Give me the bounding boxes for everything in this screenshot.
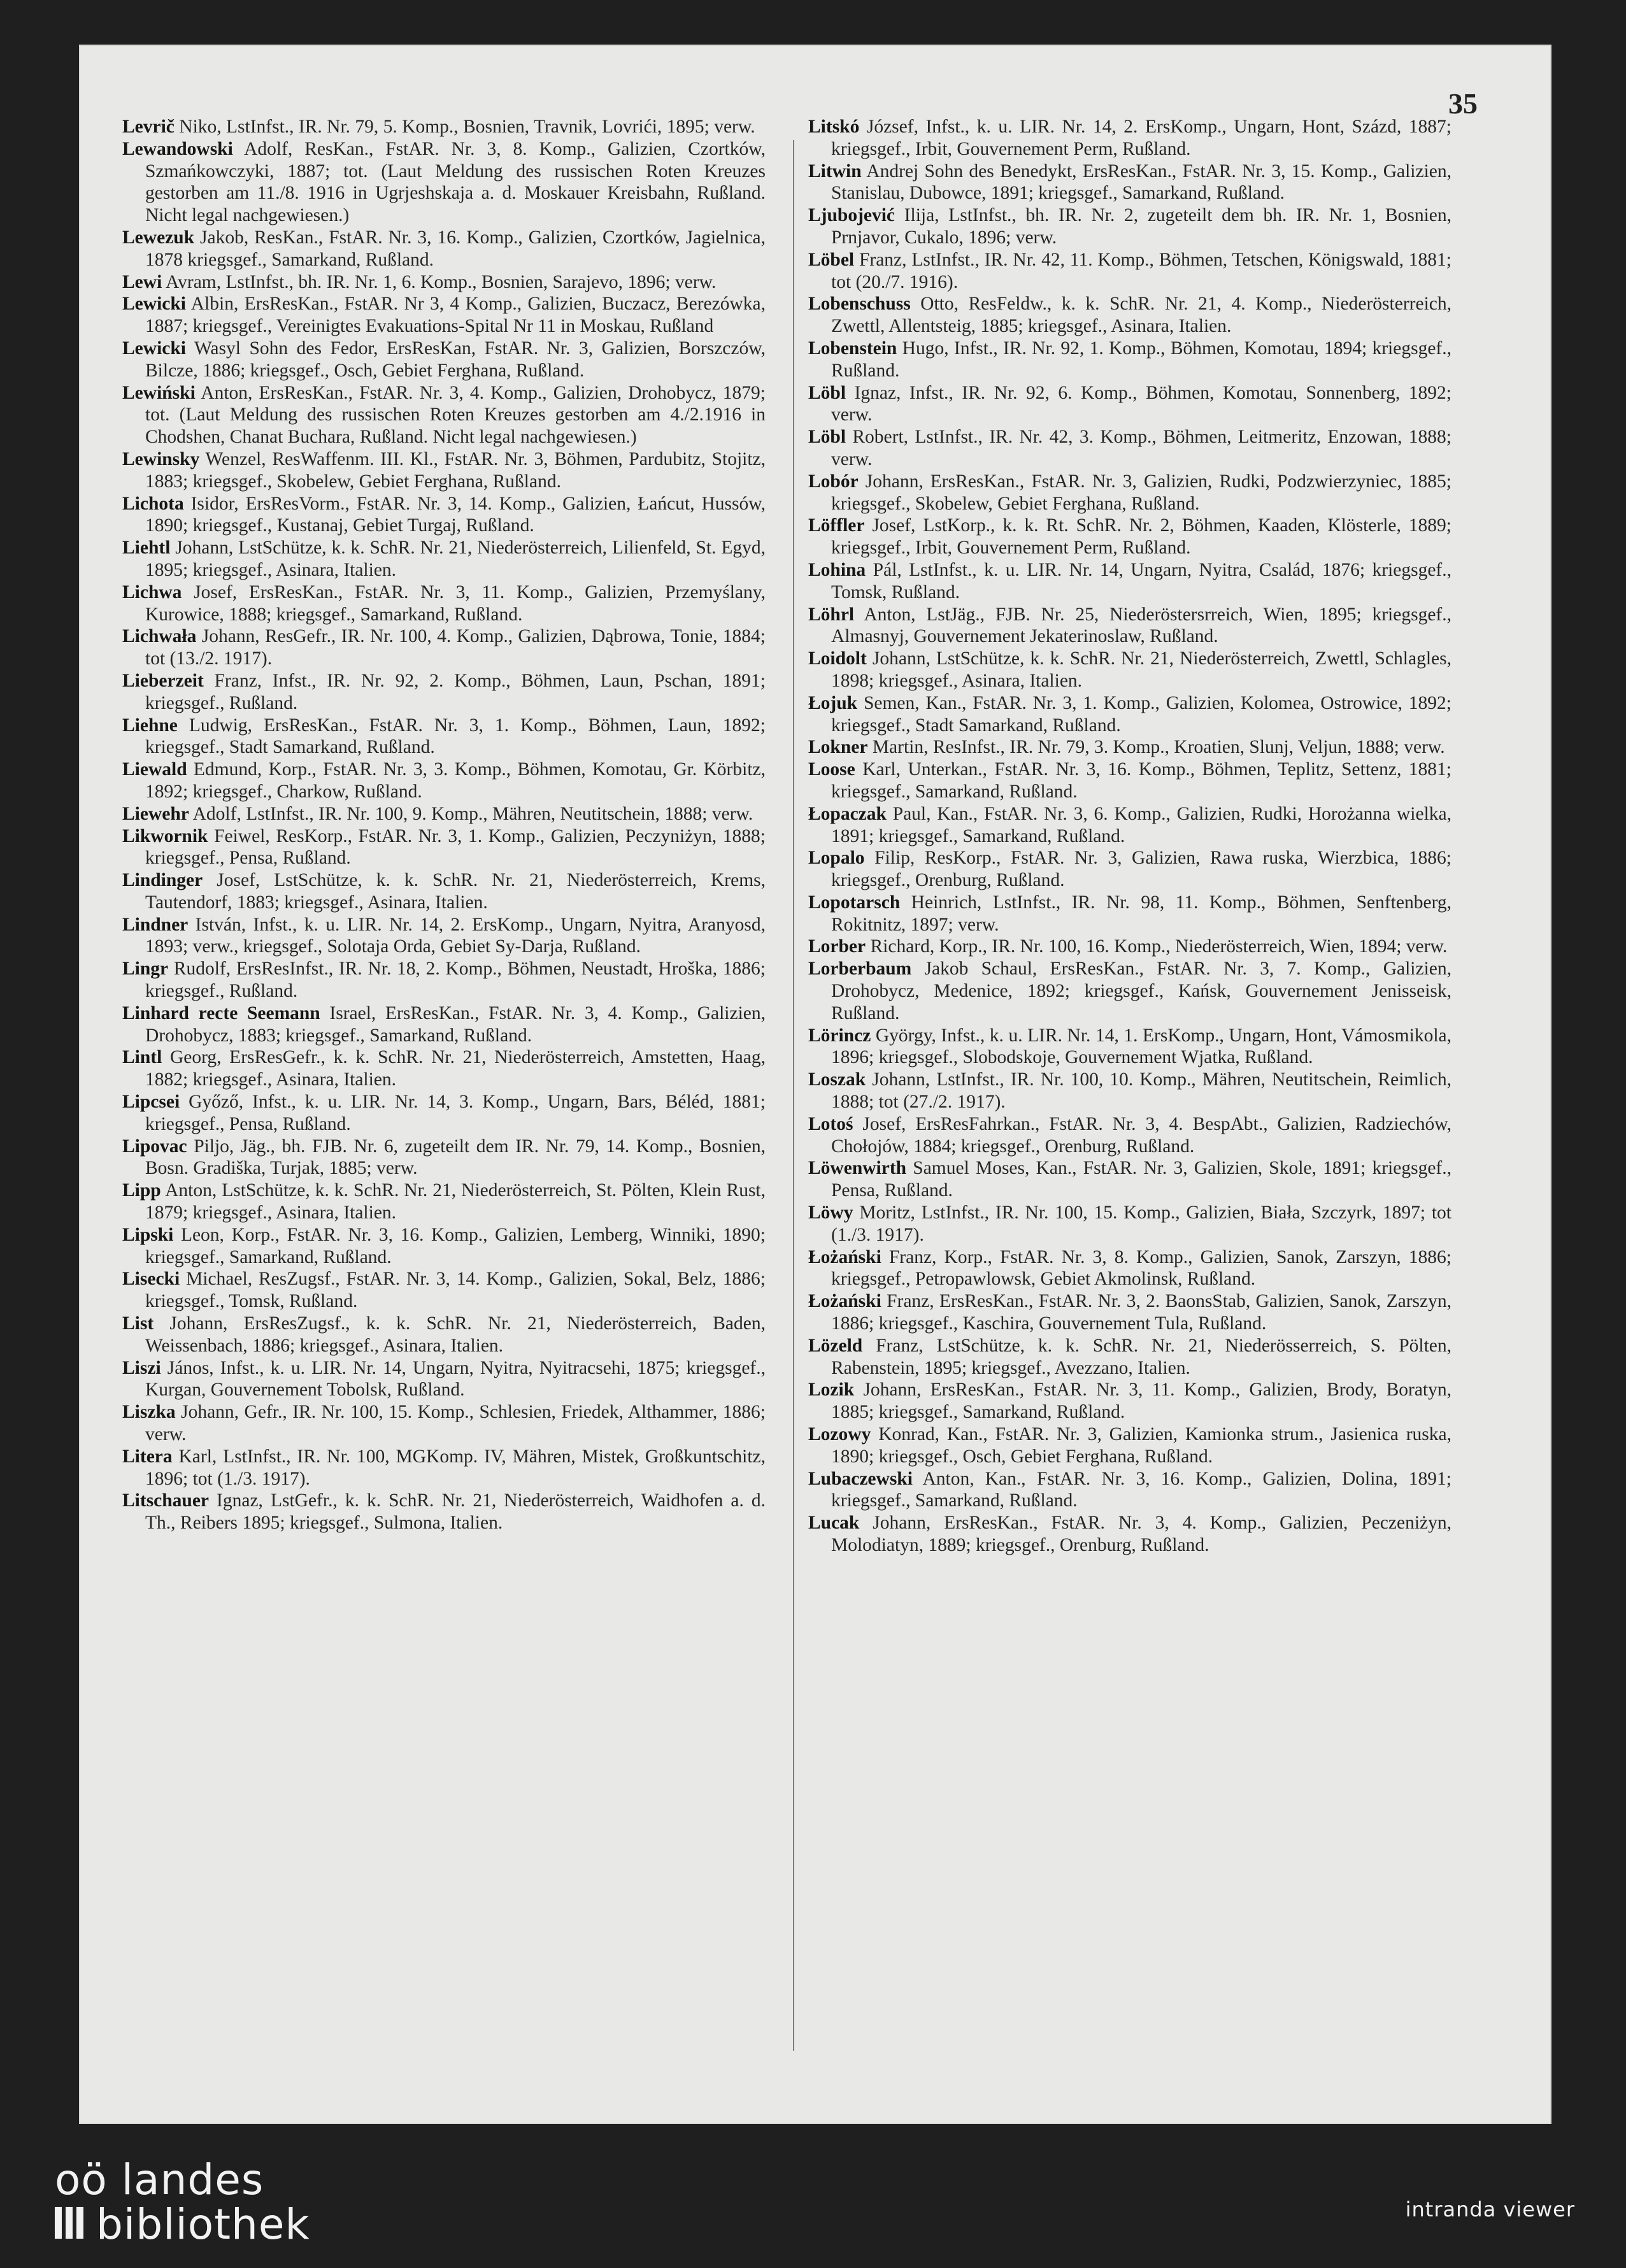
entry-surname: Łopaczak	[808, 803, 887, 824]
register-entry	[808, 1379, 1451, 1423]
entry-details: Robert, LstInfst., IR. Nr. 42, 3. Komp., Böhmen, Leitmeritz, Enzowan, 1888; verw.	[831, 427, 1451, 469]
entry-details: Johann, ErsResZugsf., k. k. SchR. Nr. 21, Niederösterreich, Baden, Weissenbach, 1886; kriegsgef., Asinara, Italien.	[145, 1313, 766, 1356]
entry-surname: Löbl	[808, 427, 846, 448]
entry-surname: Łożański	[808, 1291, 881, 1312]
entry-surname: Lindinger	[122, 870, 203, 891]
register-entry	[122, 1046, 766, 1091]
entry-surname: Lozowy	[808, 1424, 871, 1445]
register-entry	[808, 1423, 1451, 1468]
register-entry	[122, 670, 766, 715]
entry-details: Otto, ResFeldw., k. k. SchR. Nr. 21, 4. Komp., Niederösterreich, Zwettl, Allentsteig, 1885; kriegsgef., Asinara, Italien.	[831, 294, 1451, 337]
entry-surname: Lobenschuss	[808, 294, 911, 315]
entry-surname: Liehne	[122, 715, 178, 736]
entry-surname: Likwornik	[122, 825, 208, 846]
entry-details: Josef, LstKorp., k. k. Rt. SchR. Nr. 2, Böhmen, Kaaden, Klösterle, 1889; kriegsgef., Irbit, Gouvernement Perm, Rußland.	[831, 515, 1451, 559]
entry-surname: Lewicki	[122, 294, 186, 315]
entry-details: Adolf, ResKan., FstAR. Nr. 3, 8. Komp., Galizien, Czortków, Szmańkowczyki, 1887; tot. (Laut Meldung des russischen Roten Kreuzes gestorben am 11./8. 1916 in Ugrjeshskaja a. d. Moskauer Kreisbahn, Rußland. Nicht legal nachgewiesen.)	[145, 138, 766, 226]
entry-surname: Lieberzeit	[122, 670, 204, 691]
entry-surname: Liewehr	[122, 803, 189, 824]
entry-details: Leon, Korp., FstAR. Nr. 3, 16. Komp., Galizien, Lemberg, Winniki, 1890; kriegsgef., Samarkand, Rußland.	[145, 1224, 766, 1267]
register-entry	[808, 1113, 1451, 1158]
entry-surname: Löwy	[808, 1202, 853, 1223]
entry-details: Avram, LstInfst., bh. IR. Nr. 1, 6. Komp., Bosnien, Sarajevo, 1896; verw.	[162, 271, 717, 292]
entry-surname: Lipski	[122, 1224, 174, 1245]
register-entry	[122, 537, 766, 581]
entry-details: Franz, LstInfst., IR. Nr. 42, 11. Komp., Böhmen, Tetschen, Königswald, 1881; tot (20./7. 1916).	[831, 249, 1451, 292]
entry-surname: Liszka	[122, 1402, 176, 1423]
register-entry	[808, 692, 1451, 737]
register-entry	[122, 958, 766, 1002]
register-entry	[808, 1025, 1451, 1069]
entry-surname: Litskó	[808, 117, 860, 137]
register-entry	[122, 1180, 766, 1224]
entry-surname: Liszi	[122, 1357, 161, 1378]
column-divider	[793, 140, 794, 2051]
entry-surname: Lopotarsch	[808, 892, 901, 913]
register-entry	[122, 1268, 766, 1313]
register-entry	[122, 227, 766, 271]
entry-surname: Lözeld	[808, 1335, 863, 1356]
entry-surname: Löhrl	[808, 604, 855, 625]
register-entry	[122, 803, 766, 825]
register-entry	[808, 892, 1451, 936]
entry-details: Franz, LstSchütze, k. k. SchR. Nr. 21, Niederösserreich, S. Pölten, Rabenstein, 1895; kriegsgef., Avezzano, Italien.	[831, 1335, 1451, 1378]
entry-surname: Lingr	[122, 959, 169, 980]
entry-surname: Lewicki	[122, 338, 186, 359]
register-entry	[122, 1490, 766, 1534]
register-entry	[808, 559, 1451, 604]
entry-surname: Lobór	[808, 471, 859, 492]
entry-details: Samuel Moses, Kan., FstAR. Nr. 3, Galizien, Skole, 1891; kriegsgef., Pensa, Rußland.	[831, 1158, 1451, 1201]
entry-surname: Lipovac	[122, 1136, 187, 1157]
register-entry	[122, 914, 766, 959]
entry-details: Adolf, LstInfst., IR. Nr. 100, 9. Komp., Mähren, Neutitschein, 1888; verw.	[189, 803, 753, 824]
register-entry	[122, 1091, 766, 1136]
register-entry	[122, 1136, 766, 1180]
register-entry	[808, 847, 1451, 892]
entry-surname: Lucak	[808, 1513, 860, 1534]
entry-surname: Łojuk	[808, 692, 858, 713]
entry-surname: Lichwa	[122, 581, 182, 603]
entry-details: Albin, ErsResKan., FstAR. Nr 3, 4 Komp., Galizien, Buczacz, Berezówka, 1887; kriegsgef., Vereinigtes Evakuations-Spital Nr 11 in Moskau, Rußland	[145, 294, 766, 337]
entry-surname: Levrič	[122, 117, 175, 137]
register-entry	[122, 715, 766, 759]
entry-surname: Liewald	[122, 759, 187, 780]
register-entry	[808, 736, 1451, 759]
register-entry	[808, 426, 1451, 471]
register-entry	[808, 1290, 1451, 1335]
entry-details: Johann, ResGefr., IR. Nr. 100, 4. Komp., Galizien, Dąbrowa, Tonie, 1884; tot (13./2. 1917).	[145, 626, 766, 669]
entry-surname: Lisecki	[122, 1269, 180, 1290]
logo-line-1: oö landes	[55, 2155, 264, 2204]
register-entry	[122, 116, 766, 138]
entry-surname: Lörincz	[808, 1025, 871, 1046]
entry-details: Edmund, Korp., FstAR. Nr. 3, 3. Komp., Böhmen, Komotau, Gr. Körbitz, 1892; kriegsgef., Charkow, Rußland.	[145, 759, 766, 802]
register-entry	[808, 604, 1451, 648]
register-entry	[122, 382, 766, 448]
register-entry	[122, 293, 766, 338]
entry-details: Feiwel, ResKorp., FstAR. Nr. 3, 1. Komp., Galizien, Peczyniżyn, 1888; kriegsgef., Pensa, Rußland.	[145, 825, 766, 869]
register-entry	[808, 471, 1451, 515]
register-entry	[808, 936, 1451, 958]
register-entry	[122, 1002, 766, 1047]
entry-details: Johann, ErsResKan., FstAR. Nr. 3, 4. Komp., Galizien, Peczeniżyn, Molodiatyn, 1889; kriegsgef., Orenburg, Rußland.	[831, 1513, 1451, 1555]
entry-surname: Lokner	[808, 737, 868, 758]
register-entry	[808, 759, 1451, 803]
entry-details: Moritz, LstInfst., IR. Nr. 100, 15. Komp., Galizien, Biała, Szczyrk, 1897; tot (1./3. 1917).	[831, 1202, 1451, 1245]
entry-details: Franz, ErsResKan., FstAR. Nr. 3, 2. BaonsStab, Galizien, Sanok, Zarszyn, 1886; kriegsgef., Kaschira, Gouvernement Tula, Rußland.	[831, 1291, 1451, 1334]
register-entry	[122, 869, 766, 914]
entry-details: Johann, ErsResKan., FstAR. Nr. 3, Galizien, Rudki, Podzwierzyniec, 1885; kriegsgef., Skobelew, Gebiet Ferghana, Rußland.	[831, 471, 1451, 514]
entry-surname: Lewinsky	[122, 448, 200, 469]
entry-details: Josef, LstSchütze, k. k. SchR. Nr. 21, Niederösterreich, Krems, Tautendorf, 1883; kriegsgef., Asinara, Italien.	[145, 870, 766, 913]
register-entry	[122, 338, 766, 382]
entry-details: Andrej Sohn des Benedykt, ErsResKan., FstAR. Nr. 3, 15. Komp., Galizien, Stanislau, Dubowce, 1891; kriegsgef., Samarkand, Rußland.	[831, 160, 1451, 204]
entry-surname: Loszak	[808, 1069, 866, 1090]
register-entry	[808, 1335, 1451, 1380]
entry-surname: Litwin	[808, 160, 862, 182]
entry-surname: Löbl	[808, 382, 846, 403]
entry-surname: Löwenwirth	[808, 1158, 907, 1179]
entry-details: Franz, Infst., IR. Nr. 92, 2. Komp., Böhmen, Laun, Pschan, 1891; kriegsgef., Rußland.	[145, 670, 766, 713]
entry-surname: Lorberbaum	[808, 959, 912, 980]
entry-surname: Linhard recte Seemann	[122, 1002, 320, 1023]
entry-surname: Lichota	[122, 493, 184, 514]
entry-surname: Lipcsei	[122, 1092, 180, 1113]
entry-details: Ignaz, Infst., IR. Nr. 92, 6. Komp., Böhmen, Komotau, Sonnenberg, 1892; verw.	[831, 382, 1451, 425]
left-column	[122, 116, 766, 1534]
entry-surname: Loose	[808, 759, 855, 780]
register-entry	[808, 1512, 1451, 1557]
register-entry	[808, 160, 1451, 205]
entry-details: Jakob, ResKan., FstAR. Nr. 3, 16. Komp., Galizien, Czortków, Jagielnica, 1878 kriegsgef., Samarkand, Rußland.	[145, 227, 766, 270]
entry-surname: Lipp	[122, 1180, 161, 1201]
register-entry	[808, 293, 1451, 338]
register-entry	[122, 1446, 766, 1490]
entry-details: Karl, LstInfst., IR. Nr. 100, MGKomp. IV, Mähren, Mistek, Großkuntschitz, 1896; tot (1./3. 1917).	[145, 1446, 766, 1489]
register-entry	[122, 825, 766, 870]
entry-details: Georg, ErsResGefr., k. k. SchR. Nr. 21, Niederösterreich, Amstetten, Haag, 1882; kriegsgef., Asinara, Italien.	[145, 1047, 766, 1090]
register-entry	[122, 1401, 766, 1446]
entry-surname: Lintl	[122, 1047, 162, 1068]
register-entry	[808, 116, 1451, 160]
register-entry	[808, 515, 1451, 559]
entry-details: Rudolf, ErsResInfst., IR. Nr. 18, 2. Komp., Böhmen, Neustadt, Hroška, 1886; kriegsgef., Rußland.	[145, 959, 766, 1002]
entry-details: Johann, LstSchütze, k. k. SchR. Nr. 21, Niederösterreich, Lilienfeld, St. Egyd, 1895; kriegsgef., Asinara, Italien.	[145, 538, 766, 580]
register-entry	[122, 448, 766, 493]
entry-surname: Lewi	[122, 271, 162, 292]
register-entry	[122, 493, 766, 538]
entry-surname: Litschauer	[122, 1490, 210, 1511]
entry-details: Karl, Unterkan., FstAR. Nr. 3, 16. Komp., Böhmen, Teplitz, Settenz, 1881; kriegsgef., Samarkand, Rußland.	[831, 759, 1451, 802]
register-entry	[808, 1246, 1451, 1291]
entry-surname: Litera	[122, 1446, 173, 1467]
entry-surname: Łożański	[808, 1246, 881, 1267]
entry-surname: Löbel	[808, 249, 855, 270]
entry-details: György, Infst., k. u. LIR. Nr. 14, 1. ErsKomp., Ungarn, Hont, Vámosmikola, 1896; kriegsgef., Slobodskoje, Gouvernement Wjatka, Rußland.	[831, 1025, 1451, 1068]
entry-details: Franz, Korp., FstAR. Nr. 3, 8. Komp., Galizien, Sanok, Zarszyn, 1886; kriegsgef., Petropawlowsk, Gebiet Akmolinsk, Rußland.	[831, 1246, 1451, 1290]
entry-surname: Lewandowski	[122, 138, 233, 159]
register-entry	[808, 803, 1451, 848]
entry-details: Anton, LstSchütze, k. k. SchR. Nr. 21, Niederösterreich, St. Pölten, Klein Rust, 1879; kriegsgef., Asinara, Italien.	[145, 1180, 766, 1223]
entry-details: Konrad, Kan., FstAR. Nr. 3, Galizien, Kamionka strum., Jasienica ruska, 1890; kriegsgef., Osch, Gebiet Ferghana, Rußland.	[831, 1424, 1451, 1467]
entry-details: Paul, Kan., FstAR. Nr. 3, 6. Komp., Galizien, Rudki, Horożanna wielka, 1891; kriegsgef., Samarkand, Rußland.	[831, 803, 1451, 846]
page-number: 35	[1448, 87, 1478, 120]
entry-surname: Lindner	[122, 914, 189, 935]
viewer-label[interactable]: intranda viewer	[1405, 2197, 1575, 2222]
entry-details: János, Infst., k. u. LIR. Nr. 14, Ungarn, Nyitra, Nyitracsehi, 1875; kriegsgef., Kurgan, Gouvernement Tobolsk, Rußland.	[145, 1357, 766, 1401]
entry-details: Niko, LstInfst., IR. Nr. 79, 5. Komp., Bosnien, Travnik, Lovrići, 1895; verw.	[174, 117, 755, 137]
register-entry	[808, 648, 1451, 692]
entry-details: Hugo, Infst., IR. Nr. 92, 1. Komp., Böhmen, Komotau, 1894; kriegsgef., Rußland.	[831, 338, 1451, 381]
entry-surname: Lubaczewski	[808, 1468, 913, 1489]
entry-details: Johann, LstSchütze, k. k. SchR. Nr. 21, Niederösterreich, Zwettl, Schlagles, 1898; kriegsgef., Asinara, Italien.	[831, 648, 1451, 691]
entry-details: Johann, Gefr., IR. Nr. 100, 15. Komp., Schlesien, Friedek, Althammer, 1886; verw.	[145, 1402, 766, 1445]
entry-surname: Lohina	[808, 559, 866, 580]
entry-surname: Lichwała	[122, 626, 197, 647]
register-entry	[122, 1224, 766, 1269]
entry-surname: List	[122, 1313, 154, 1334]
entry-details: Semen, Kan., FstAR. Nr. 3, 1. Komp., Galizien, Kolomea, Ostrowice, 1892; kriegsgef., Stadt Samarkand, Rußland.	[831, 692, 1451, 736]
register-entry	[808, 1468, 1451, 1513]
entry-details: Wasyl Sohn des Fedor, ErsResKan, FstAR. Nr. 3, Galizien, Borszczów, Bilcze, 1886; kriegsgef., Osch, Gebiet Ferghana, Rußland.	[145, 338, 766, 381]
register-entry	[122, 581, 766, 626]
entry-surname: Loidolt	[808, 648, 867, 669]
register-entry	[808, 1157, 1451, 1202]
entry-details: Michael, ResZugsf., FstAR. Nr. 3, 14. Komp., Galizien, Sokal, Belz, 1886; kriegsgef., Tomsk, Rußland.	[145, 1269, 766, 1312]
entry-surname: Lopalo	[808, 848, 865, 869]
entry-details: Heinrich, LstInfst., IR. Nr. 98, 11. Komp., Böhmen, Senftenberg, Rokitnitz, 1897; verw.	[831, 892, 1451, 935]
entry-details: Johann, LstInfst., IR. Nr. 100, 10. Komp., Mähren, Neutitschein, Reimlich, 1888; tot (27./2. 1917).	[831, 1069, 1451, 1113]
register-entry	[808, 1069, 1451, 1113]
entry-details: Anton, Kan., FstAR. Nr. 3, 16. Komp., Galizien, Dolina, 1891; kriegsgef., Samarkand, Rußland.	[831, 1468, 1451, 1511]
entry-surname: Liehtl	[122, 538, 171, 559]
register-entry	[122, 138, 766, 227]
entry-details: Josef, ErsResKan., FstAR. Nr. 3, 11. Komp., Galizien, Przemyślany, Kurowice, 1888; kriegsgef., Samarkand, Rußland.	[145, 581, 766, 625]
entry-details: Anton, LstJäg., FJB. Nr. 25, Niederöstersrreich, Wien, 1895; kriegsgef., Almasnyj, Gouvernement Jekaterinoslaw, Rußland.	[831, 604, 1451, 647]
entry-details: Piljo, Jäg., bh. FJB. Nr. 6, zugeteilt dem IR. Nr. 79, 14. Komp., Bosnien, Bosn. Gradiška, Turjak, 1885; verw.	[145, 1136, 766, 1179]
entry-surname: Lobenstein	[808, 338, 897, 359]
register-entry	[808, 382, 1451, 427]
entry-details: Richard, Korp., IR. Nr. 100, 16. Komp., Niederösterreich, Wien, 1894; verw.	[866, 936, 1448, 957]
register-entry	[808, 958, 1451, 1024]
register-entry	[122, 1357, 766, 1402]
entry-details: Ignaz, LstGefr., k. k. SchR. Nr. 21, Niederösterreich, Waidhofen a. d. Th., Reibers 1895; kriegsgef., Sulmona, Italien.	[145, 1490, 766, 1534]
register-entry	[808, 249, 1451, 294]
entry-surname: Lewezuk	[122, 227, 195, 248]
entry-details: Győző, Infst., k. u. LIR. Nr. 14, 3. Komp., Ungarn, Bars, Béléd, 1881; kriegsgef., Pensa, Rußland.	[145, 1092, 766, 1134]
scanned-page	[79, 45, 1551, 2124]
right-column	[808, 116, 1451, 1557]
entry-details: József, Infst., k. u. LIR. Nr. 14, 2. ErsKomp., Ungarn, Hont, Százd, 1887; kriegsgef., Irbit, Gouvernement Perm, Rußland.	[831, 117, 1451, 159]
entry-details: Israel, ErsResKan., FstAR. Nr. 3, 4. Komp., Galizien, Drohobycz, 1883; kriegsgef., Samarkand, Rußland.	[145, 1002, 766, 1046]
entry-details: Ludwig, ErsResKan., FstAR. Nr. 3, 1. Komp., Böhmen, Laun, 1892; kriegsgef., Stadt Samarkand, Rußland.	[145, 715, 766, 758]
entry-surname: Lewiński	[122, 382, 196, 403]
logo-line-2: bibliothek	[96, 2200, 310, 2249]
register-entry	[808, 204, 1451, 249]
entry-surname: Löffler	[808, 515, 865, 536]
logo-bars-icon	[55, 2202, 87, 2247]
entry-details: István, Infst., k. u. LIR. Nr. 14, 2. ErsKomp., Ungarn, Nyitra, Aranyosd, 1893; verw., kriegsgef., Solotaja Orda, Gebiet Sy-Darja, Rußland.	[145, 914, 766, 957]
entry-details: Johann, ErsResKan., FstAR. Nr. 3, 11. Komp., Galizien, Brody, Boratyn, 1885; kriegsgef., Samarkand, Rußland.	[831, 1380, 1451, 1423]
register-entry	[122, 1313, 766, 1357]
entry-details: Wenzel, ResWaffenm. III. Kl., FstAR. Nr. 3, Böhmen, Pardubitz, Stojitz, 1883; kriegsgef., Skobelew, Gebiet Ferghana, Rußland.	[145, 448, 766, 492]
entry-surname: Ljubojević	[808, 205, 895, 226]
register-entry	[808, 338, 1451, 382]
entry-details: Pál, LstInfst., k. u. LIR. Nr. 14, Ungarn, Nyitra, Család, 1876; kriegsgef., Tomsk, Rußland.	[831, 559, 1451, 603]
register-entry	[122, 271, 766, 294]
entry-surname: Lozik	[808, 1380, 855, 1401]
register-entry	[122, 759, 766, 803]
entry-surname: Lotoś	[808, 1113, 853, 1134]
entry-details: Isidor, ErsResVorm., FstAR. Nr. 3, 14. Komp., Galizien, Łańcut, Hussów, 1890; kriegsgef., Kustanaj, Gebiet Turgaj, Rußland.	[145, 493, 766, 536]
entry-surname: Lorber	[808, 936, 866, 957]
entry-details: Anton, ErsResKan., FstAR. Nr. 3, 4. Komp., Galizien, Drohobycz, 1879; tot. (Laut Meldung des russischen Roten Kreuzes gestorben am 4./2.1916 in Chodshen, Chanat Buchara, Rußland. Nicht legal nachgewiesen.)	[145, 382, 766, 448]
entry-details: Josef, ErsResFahrkan., FstAR. Nr. 3, 4. BespAbt., Galizien, Radziechów, Chołojów, 1884; kriegsgef., Orenburg, Rußland.	[831, 1113, 1451, 1157]
register-entry	[808, 1202, 1451, 1246]
entry-details: Jakob Schaul, ErsResKan., FstAR. Nr. 3, 7. Komp., Galizien, Drohobycz, Medenice, 1892; kriegsgef., Kańsk, Gouvernement Jenisseisk, Rußland.	[831, 959, 1451, 1023]
entry-details: Filip, ResKorp., FstAR. Nr. 3, Galizien, Rawa ruska, Wierzbica, 1886; kriegsgef., Orenburg, Rußland.	[831, 848, 1451, 891]
entry-details: Ilija, LstInfst., bh. IR. Nr. 2, zugeteilt dem bh. IR. Nr. 1, Bosnien, Prnjavor, Cukalo, 1896; verw.	[831, 205, 1451, 248]
library-logo[interactable]	[55, 2155, 310, 2249]
register-entry	[122, 625, 766, 670]
entry-details: Martin, ResInfst., IR. Nr. 79, 3. Komp., Kroatien, Slunj, Veljun, 1888; verw.	[867, 737, 1445, 758]
